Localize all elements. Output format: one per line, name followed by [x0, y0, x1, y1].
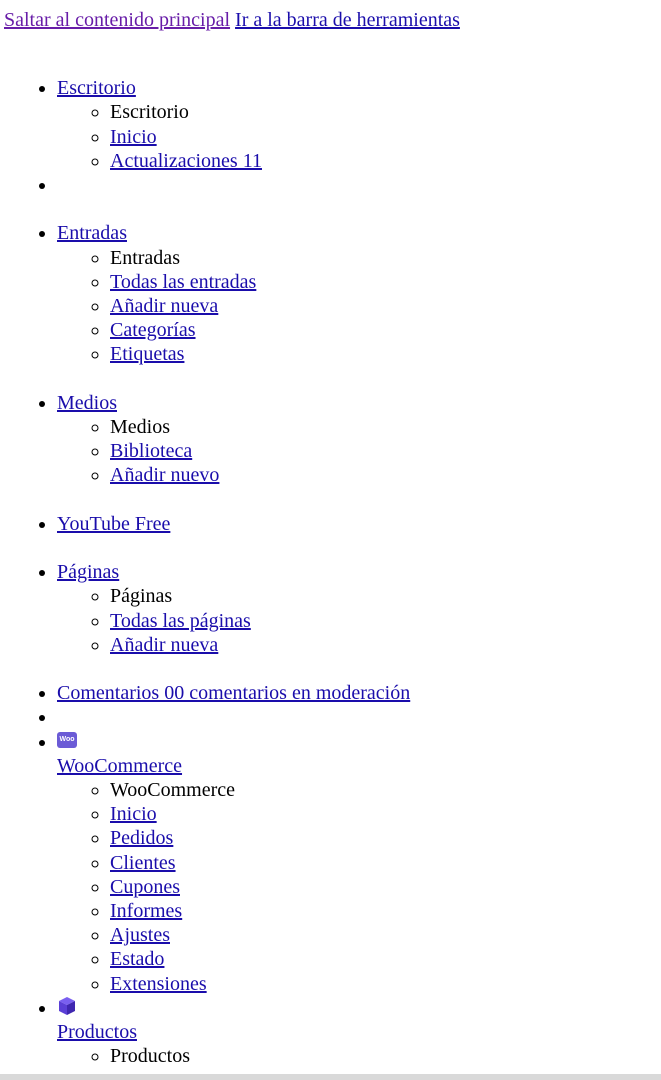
submenu-entradas — [57, 246, 410, 367]
submenu-escritorio — [57, 100, 410, 173]
submenu-link-clientes[interactable]: Clientes — [110, 851, 176, 874]
menu-item-escritorio — [57, 52, 410, 173]
submenu-link-pedidos[interactable]: Pedidos — [110, 827, 174, 850]
menu-link-comentarios[interactable]: • Comentarios 00 comentarios en moderación — [57, 682, 411, 705]
menu-link-productos[interactable]: • Productos — [57, 1021, 137, 1043]
submenu-heading: ◦ Páginas — [110, 584, 410, 608]
submenu-link-todas-paginas[interactable]: Todas las páginas — [110, 609, 251, 632]
submenu-link-cupones[interactable]: Cupones — [110, 875, 180, 898]
submenu-item — [110, 947, 410, 971]
submenu-item — [110, 802, 410, 826]
menu-item-woocommerce — [57, 730, 410, 996]
menu-item-medios — [57, 367, 410, 488]
menu-link-paginas[interactable]: • Páginas — [57, 561, 120, 584]
menu-link-escritorio[interactable]: • Escritorio — [57, 77, 136, 100]
menu-link-woocommerce[interactable]: WooCommerce — [57, 754, 183, 777]
submenu-link-anadir-nuevo-medio[interactable]: Añadir nuevo — [110, 464, 220, 487]
submenu-link-categorias[interactable]: Categorías — [110, 319, 196, 342]
submenu-productos — [57, 1044, 410, 1068]
submenu-link-inicio[interactable]: Inicio — [110, 125, 157, 148]
menu-link-entradas[interactable]: • Entradas — [57, 222, 127, 245]
submenu-item — [110, 125, 410, 149]
submenu-item — [110, 270, 410, 294]
submenu-item — [110, 318, 410, 342]
submenu-heading: ◦ Medios — [110, 415, 410, 439]
submenu-link-ajustes[interactable]: Ajustes — [110, 924, 170, 947]
submenu-item — [110, 899, 410, 923]
menu-item-entradas — [57, 197, 410, 366]
horizontal-scrollbar[interactable] — [0, 1074, 661, 1080]
submenu-item — [110, 294, 410, 318]
skip-links — [4, 8, 460, 32]
submenu-link-actualizaciones[interactable]: Actualizaciones 11 — [110, 149, 262, 172]
woocommerce-icon: Woo — [57, 732, 77, 748]
submenu-item — [110, 923, 410, 947]
skip-to-toolbar-link[interactable]: Ir a la barra de herramientas — [235, 9, 460, 31]
menu-link-medios[interactable]: • Medios — [57, 391, 117, 414]
admin-menu — [0, 52, 410, 1068]
submenu-item — [110, 149, 410, 173]
submenu-item — [110, 633, 410, 657]
submenu-link-estado[interactable]: Estado — [110, 948, 165, 971]
submenu-link-anadir-nueva-entrada[interactable]: Añadir nueva — [110, 295, 219, 317]
submenu-item — [110, 342, 410, 366]
skip-to-main-content-link[interactable]: Saltar al contenido principal — [4, 9, 231, 31]
submenu-item — [110, 972, 410, 996]
submenu-link-extensiones[interactable]: Extensiones — [110, 972, 207, 995]
submenu-link-woo-inicio[interactable]: Inicio — [110, 803, 157, 826]
submenu-paginas — [57, 584, 410, 657]
menu-separator — [57, 173, 410, 197]
menu-item-productos — [57, 996, 410, 1069]
menu-item-youtube — [57, 488, 410, 536]
menu-link-youtube-free[interactable]: • YouTube Free — [57, 512, 171, 535]
submenu-heading: ◦ Productos — [110, 1044, 410, 1068]
submenu-woocommerce — [57, 778, 410, 996]
submenu-link-anadir-nueva-pagina[interactable]: Añadir nueva — [110, 633, 219, 656]
submenu-link-informes[interactable]: Informes — [110, 900, 183, 922]
submenu-link-etiquetas[interactable]: Etiquetas — [110, 343, 185, 366]
menu-item-comentarios — [57, 657, 410, 705]
submenu-heading: ◦ WooCommerce — [110, 778, 410, 802]
submenu-heading: ◦ Escritorio — [110, 100, 410, 124]
submenu-heading: ◦ Entradas — [110, 246, 410, 270]
submenu-item — [110, 463, 410, 487]
submenu-medios — [57, 415, 410, 488]
submenu-item — [110, 826, 410, 850]
submenu-item — [110, 439, 410, 463]
menu-item-paginas — [57, 536, 410, 657]
submenu-item — [110, 609, 410, 633]
box-icon — [57, 996, 77, 1016]
submenu-link-biblioteca[interactable]: Biblioteca — [110, 440, 193, 463]
submenu-item — [110, 851, 410, 875]
submenu-link-todas-entradas[interactable]: Todas las entradas — [110, 270, 257, 293]
submenu-item — [110, 875, 410, 899]
menu-separator — [57, 705, 410, 729]
